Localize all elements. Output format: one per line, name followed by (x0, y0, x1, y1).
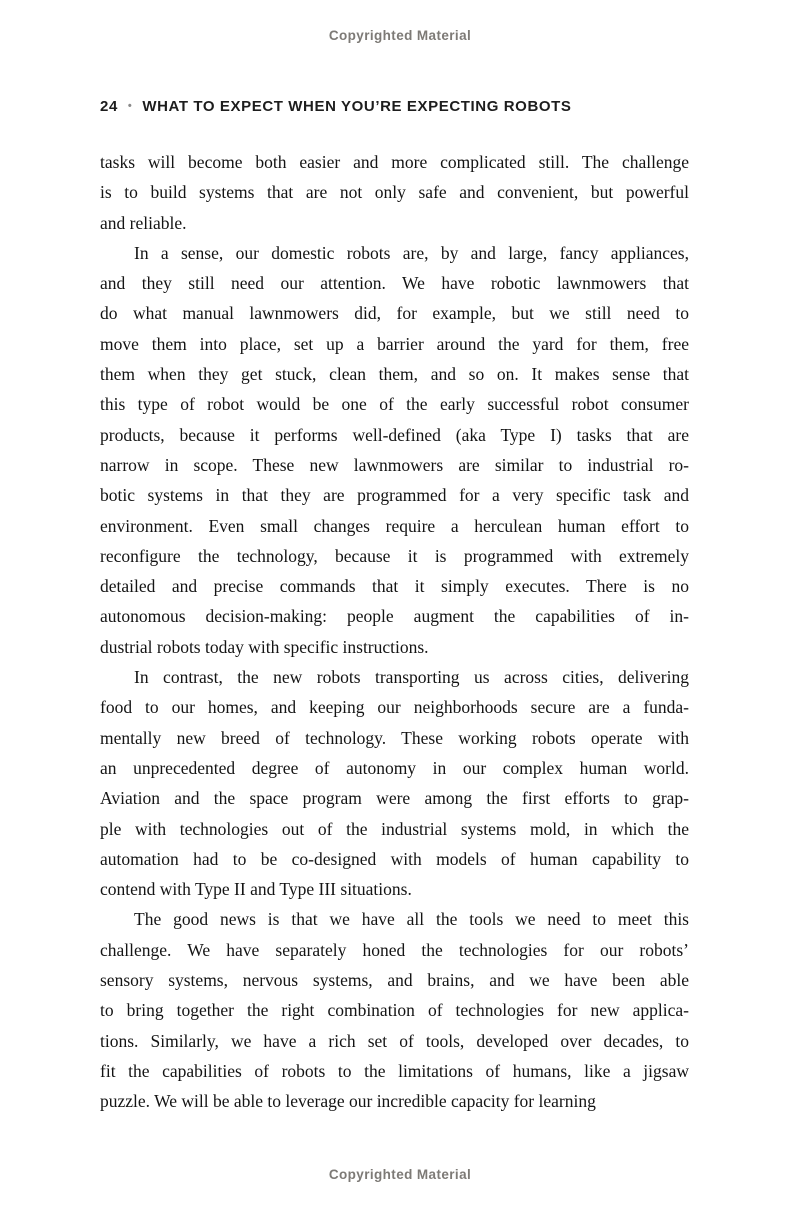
text-line: narrow in scope. These new lawnmowers are similar to industrial ro- (100, 454, 689, 475)
page-number: 24 (100, 98, 118, 115)
text-line: In contrast, the new robots transporting us across cities, delivering (134, 667, 689, 688)
text-line: puzzle. We will be able to leverage our incredible capacity for learning (100, 1091, 596, 1112)
copyright-notice-bottom: Copyrighted Material (328, 1167, 472, 1182)
text-line: and reliable. (100, 212, 187, 233)
text-line: fit the capabilities of robots to the limitations of humans, like a jigsaw (100, 1060, 689, 1081)
text-line: dustrial robots today with specific instructions. (100, 636, 429, 657)
paragraph (100, 238, 689, 662)
text-line: an unprecedented degree of autonomy in our complex human world. (100, 757, 689, 778)
paragraph (100, 147, 689, 238)
paragraph (100, 904, 689, 1116)
text-line: products, because it performs well-defined (aka Type I) tasks that are (100, 424, 689, 445)
text-line: environment. Even small changes require a herculean human effort to (100, 515, 689, 536)
text-line: automation had to be co-designed with models of human capability to (100, 848, 689, 869)
text-line: and they still need our attention. We have robotic lawnmowers that (100, 273, 689, 294)
text-line: detailed and precise commands that it simply executes. There is no (100, 576, 689, 597)
text-line: autonomous decision-making: people augment the capabilities of in- (100, 606, 689, 627)
text-line: contend with Type II and Type III situations. (100, 879, 412, 900)
text-line: challenge. We have separately honed the technologies for our robots’ (100, 939, 689, 960)
text-line: ple with technologies out of the industrial systems mold, in which the (100, 818, 689, 839)
header-bullet-separator: • (127, 100, 133, 112)
text-line: do what manual lawnmowers did, for example, but we still need to (100, 303, 689, 324)
text-line: is to build systems that are not only safe and convenient, but powerful (100, 182, 689, 203)
text-line: to bring together the right combination of technologies for new applica- (100, 1000, 689, 1021)
paragraph (100, 662, 689, 904)
text-line: Aviation and the space program were among the first efforts to grap- (100, 788, 689, 809)
page-body (100, 147, 689, 1117)
text-line: botic systems in that they are programmed for a very specific task and (100, 485, 689, 506)
text-line: this type of robot would be one of the early successful robot consumer (100, 394, 689, 415)
running-header (100, 98, 689, 115)
text-line: food to our homes, and keeping our neighborhoods secure are a funda- (100, 697, 689, 718)
text-line: tasks will become both easier and more complicated still. The challenge (100, 152, 689, 172)
text-line: tions. Similarly, we have a rich set of tools, developed over decades, to (100, 1030, 689, 1051)
text-line: sensory systems, nervous systems, and brains, and we have been able (100, 970, 689, 991)
copyright-notice-top: Copyrighted Material (328, 28, 472, 43)
text-line: mentally new breed of technology. These working robots operate with (100, 727, 689, 748)
text-line: them when they get stuck, clean them, and so on. It makes sense that (100, 364, 689, 385)
text-line: In a sense, our domestic robots are, by and large, fancy appliances, (134, 242, 689, 263)
text-line: move them into place, set up a barrier around the yard for them, free (100, 333, 689, 354)
running-title: WHAT TO EXPECT WHEN YOU’RE EXPECTING ROBOTS (142, 98, 572, 115)
text-line: reconfigure the technology, because it is programmed with extremely (100, 545, 689, 566)
text-line: The good news is that we have all the tools we need to meet this (134, 909, 689, 930)
